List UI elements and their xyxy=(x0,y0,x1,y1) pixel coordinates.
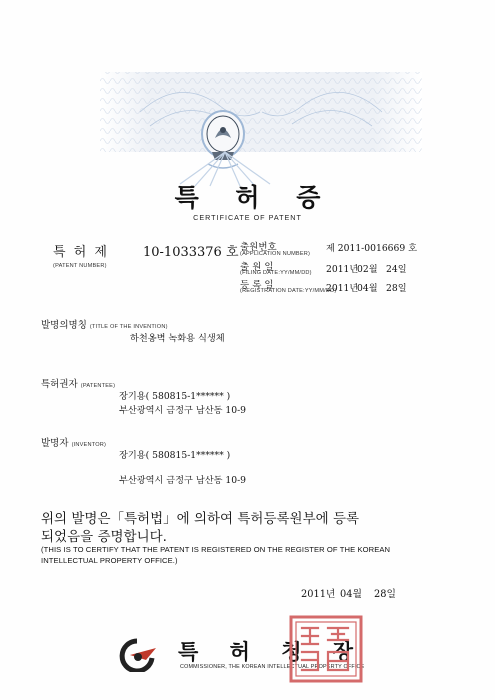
invention-title-label xyxy=(41,317,168,331)
patentee-label xyxy=(41,376,115,390)
inventor-label xyxy=(41,435,106,449)
office-title: 특 허 청 장 xyxy=(178,640,366,664)
inventor-label-ko: 발명자 xyxy=(41,438,69,449)
filing-month: 02월 xyxy=(357,264,378,275)
registration-date-label-en: (REGISTRATION DATE:YY/MM/DD) xyxy=(240,288,337,294)
patentee-label-en: (PATENTEE) xyxy=(80,383,116,389)
official-seal-stamp xyxy=(288,614,364,684)
registration-month: 04월 xyxy=(357,283,378,294)
certification-text-line2: 되었음을 증명합니다. xyxy=(41,529,167,545)
patentee-name: 장기용( 580815-1****** ) xyxy=(119,391,231,402)
office-title-en: COMMISSIONER, THE KOREAN INTELLECTUAL PROPERTY OFFICE xyxy=(180,664,365,670)
filing-day: 24일 xyxy=(386,264,407,275)
application-number-value: 제 2011-0016669 호 xyxy=(326,243,417,254)
application-number-label: 출원번호 xyxy=(240,242,277,253)
patent-number-label-en: (PATENT NUMBER) xyxy=(53,263,107,269)
certificate-title: 특 허 증 xyxy=(174,183,335,212)
filing-year: 2011년 xyxy=(326,264,359,275)
kipo-logo-icon xyxy=(116,638,158,672)
issue-day: 28일 xyxy=(374,589,396,600)
registration-date-label: 등 록 일 xyxy=(240,280,274,291)
certification-text-en-line2: INTELLECTUAL PROPERTY OFFICE.) xyxy=(41,556,178,565)
registration-year: 2011년 xyxy=(326,283,359,294)
inventor-label-en: (INVENTOR) xyxy=(71,442,107,448)
patentee-address: 부산광역시 금정구 남산동 10-9 xyxy=(119,405,247,416)
certification-text-en-line1: (THIS IS TO CERTIFY THAT THE PATENT IS REGISTERED ON THE REGISTER OF THE KOREAN xyxy=(41,545,391,554)
issue-month: 04월 xyxy=(340,589,362,600)
invention-title-label-ko: 발명의명칭 xyxy=(41,320,87,331)
patentee-label-ko: 특허권자 xyxy=(41,379,78,390)
filing-date-label-en: (FILING DATE:YY/MM/DD) xyxy=(240,270,312,276)
inventor-address: 부산광역시 금정구 남산동 10-9 xyxy=(119,475,247,486)
issue-year: 2011년 xyxy=(301,589,336,600)
certification-text-line1: 위의 발명은「특허법」에 의하여 특허등록원부에 등록 xyxy=(41,511,360,527)
registration-day: 28일 xyxy=(386,283,407,294)
patent-number-label: 특 허 제 xyxy=(53,245,109,260)
patent-number-value: 10-1033376 호 xyxy=(143,245,239,260)
certificate-title-en: CERTIFICATE OF PATENT xyxy=(193,213,302,222)
invention-title-label-en: (TITLE OF THE INVENTION) xyxy=(89,324,168,330)
inventor-name: 장기용( 580815-1****** ) xyxy=(119,450,231,461)
invention-title-value: 하천옹벽 녹화용 식생체 xyxy=(130,333,225,344)
application-number-label-en: (APPLICATION NUMBER) xyxy=(240,251,311,257)
filing-date-label: 출 원 일 xyxy=(240,262,274,273)
